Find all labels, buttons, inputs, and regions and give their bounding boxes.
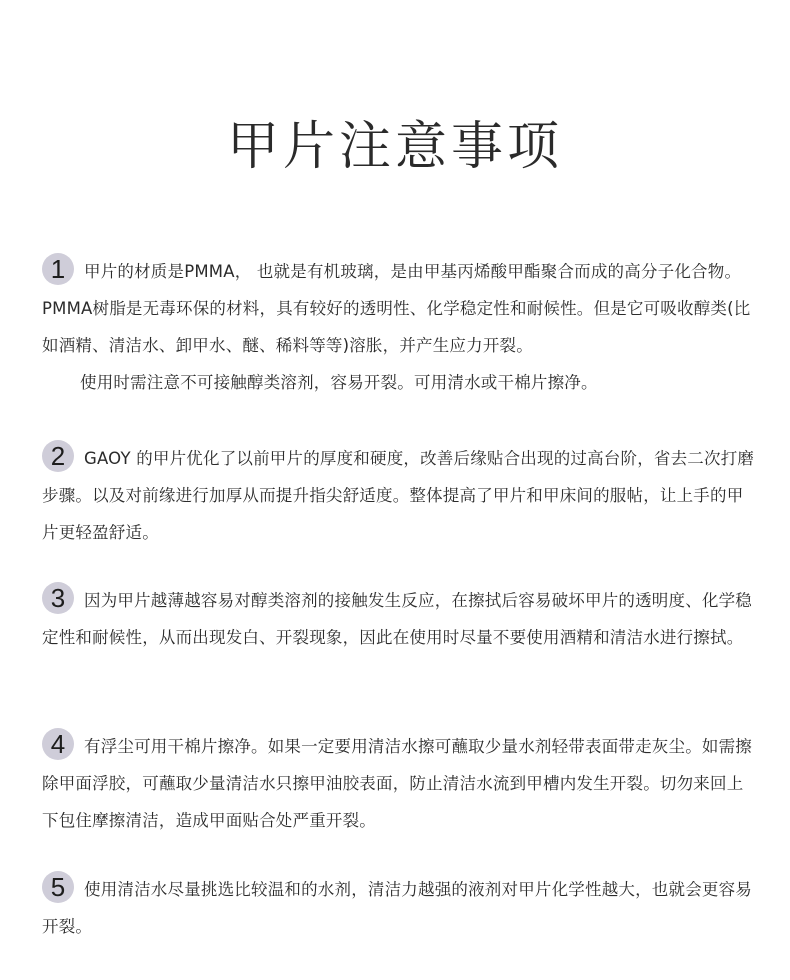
- note-item-2: [42, 440, 760, 551]
- page-title: 甲片注意事项: [226, 117, 563, 177]
- number-badge: 4: [42, 728, 74, 760]
- number-badge: 3: [42, 582, 74, 614]
- number-badge: 1: [42, 253, 74, 285]
- note-text: 使用清洁水尽量挑选比较温和的水剂，清洁力越强的液剂对甲片化学性越大，也就会更容易开裂。: [42, 880, 752, 936]
- note-item-4: [42, 728, 760, 839]
- note-item-5: [42, 871, 760, 945]
- note-text: 有浮尘可用干棉片擦净。如果一定要用清洁水擦可蘸取少量水剂轻带表面带走灰尘。如需擦除甲面浮胶，可蘸取少量清洁水只擦甲油胶表面，防止清洁水流到甲槽内发生开裂。切勿来回上下包住摩擦清洁，造成甲面贴合处严重开裂。: [42, 737, 752, 830]
- note-text: 甲片的材质是PMMA， 也就是有机玻璃，是由甲基丙烯酸甲酯聚合而成的高分子化合物。PMMA树脂是无毒环保的材料，具有较好的透明性、化学稳定性和耐候性。但是它可吸收醇类(比如酒精、清洁水、卸甲水、醚、稀料等等)溶胀，并产生应力开裂。: [42, 262, 751, 355]
- number-badge: 5: [42, 871, 74, 903]
- number-badge: 2: [42, 440, 74, 472]
- note-text: 因为甲片越薄越容易对醇类溶剂的接触发生反应，在擦拭后容易破坏甲片的透明度、化学稳定性和耐候性，从而出现发白、开裂现象，因此在使用时尽量不要使用酒精和清洁水进行擦拭。: [42, 591, 752, 647]
- note-text: GAOY 的甲片优化了以前甲片的厚度和硬度，改善后缘贴合出现的过高台阶，省去二次打磨步骤。以及对前缘进行加厚从而提升指尖舒适度。整体提高了甲片和甲床间的服帖，让上手的甲片更轻盈舒适。: [42, 449, 755, 542]
- note-item-1: [42, 253, 760, 401]
- note-item-3: [42, 582, 760, 656]
- note-extra-text: 使用时需注意不可接触醇类溶剂，容易开裂。可用清水或干棉片擦净。: [80, 373, 598, 392]
